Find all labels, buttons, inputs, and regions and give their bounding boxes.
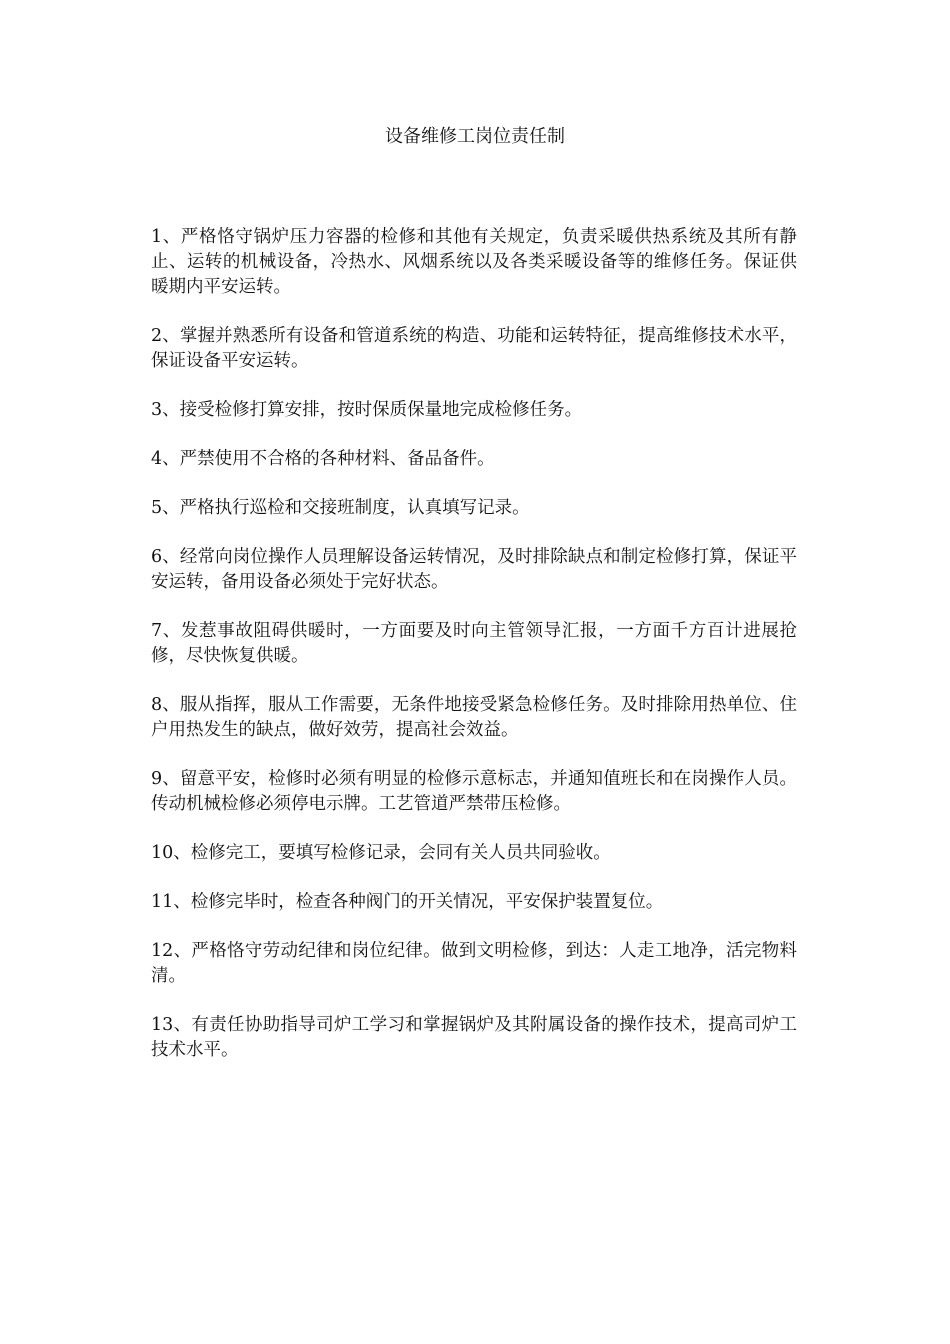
clause-list	[151, 225, 797, 1087]
clause-item: 7、发惹事故阻碍供暖时，一方面要及时向主管领导汇报，一方面千方百计进展抢修，尽快恢复供暖。	[151, 621, 797, 666]
clause-item: 13、有责任协助指导司炉工学习和掌握锅炉及其附属设备的操作技术，提高司炉工技术水平。	[151, 1015, 797, 1060]
clause-item: 4、严禁使用不合格的各种材料、备品备件。	[151, 449, 495, 469]
clause-item: 10、检修完工，要填写检修记录，会同有关人员共同验收。	[151, 843, 611, 863]
document-title: 设备维修工岗位责任制	[385, 126, 565, 147]
clause-item: 9、留意平安，检修时必须有明显的检修示意标志，并通知值班长和在岗操作人员。传动机械检修必须停电示牌。工艺管道严禁带压检修。	[151, 769, 797, 814]
clause-item: 11、检修完毕时，检查各种阀门的开关情况，平安保护装置复位。	[151, 892, 664, 912]
clause-item: 3、接受检修打算安排，按时保质保量地完成检修任务。	[151, 400, 583, 420]
clause-item: 8、服从指挥，服从工作需要，无条件地接受紧急检修任务。及时排除用热单位、住户用热发生的缺点，做好效劳，提高社会效益。	[151, 695, 797, 740]
clause-item: 1、严格恪守锅炉压力容器的检修和其他有关规定，负责采暖供热系统及其所有静止、运转的机械设备，冷热水、风烟系统以及各类采暖设备等的维修任务。保证供暖期内平安运转。	[151, 227, 797, 297]
clause-item: 5、严格执行巡检和交接班制度，认真填写记录。	[151, 498, 530, 518]
clause-item: 6、经常向岗位操作人员理解设备运转情况，及时排除缺点和制定检修打算，保证平安运转，备用设备必须处于完好状态。	[151, 547, 797, 592]
clause-item: 12、严格恪守劳动纪律和岗位纪律。做到文明检修，到达：人走工地净，活完物料清。	[151, 941, 797, 986]
clause-item: 2、掌握并熟悉所有设备和管道系统的构造、功能和运转特征，提高维修技术水平，保证设备平安运转。	[151, 326, 797, 371]
